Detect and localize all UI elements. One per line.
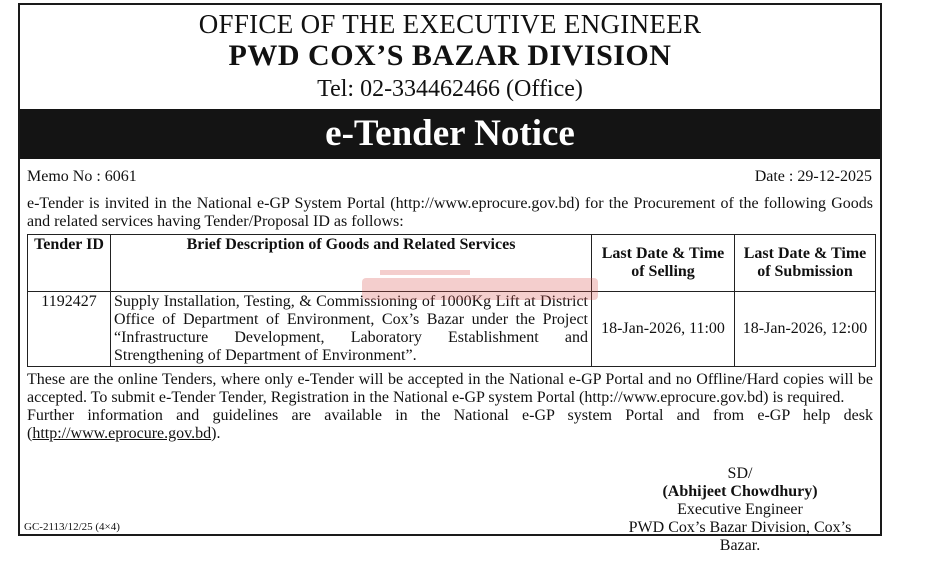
online-tender-text: These are the online Tenders, where only e-Tender will be accepted in the National e-GP Portal and no Offline/Hard copies will be accepted. To submit e-Tender Tender, Registration in the National e-GP system Portal (http://www.eprocure.gov.bd) is required. [27, 371, 873, 406]
telephone-line: Tel: 02-334462466 (Office) [317, 76, 583, 102]
header-selling-date: Last Date & Time of Selling [592, 235, 735, 292]
notice-code: GC-2113/12/25 (4×4) [24, 521, 120, 533]
signatory-name: (Abhijeet Chowdhury) [662, 483, 818, 500]
egp-portal-link[interactable]: http://www.eprocure.gov.bd [32, 425, 212, 442]
table-header-row [28, 235, 876, 292]
intro-paragraph: e-Tender is invited in the National e-GP System Portal (http://www.eprocure.gov.bd) for the Procurement of the following Goods and related services having Tender/Proposal ID as follows: [27, 195, 873, 230]
header-tender-id: Tender ID [28, 235, 111, 292]
signatory-title: Executive Engineer [677, 501, 803, 518]
office-heading: OFFICE OF THE EXECUTIVE ENGINEER [198, 9, 702, 39]
cell-submission-date: 18-Jan-2026, 12:00 [735, 292, 876, 367]
memo-number: Memo No : 6061 [27, 168, 137, 185]
cell-selling-date: 18-Jan-2026, 11:00 [592, 292, 735, 367]
signature-block [610, 465, 870, 555]
header-description: Brief Description of Goods and Related Services [111, 235, 592, 292]
notice-title: e-Tender Notice [325, 113, 575, 154]
cell-tender-id: 1192427 [28, 292, 111, 367]
table-row [28, 292, 876, 367]
further-info-text: Further information and guidelines are available in the National e-GP system Portal and from e-GP help desk ( [27, 407, 873, 442]
memo-date: Date : 29-12-2025 [754, 168, 872, 185]
signatory-office: PWD Cox’s Bazar Division, Cox’s Bazar. [628, 519, 852, 554]
notice-banner [20, 109, 880, 159]
online-tender-paragraph [27, 371, 873, 443]
tender-notice [18, 3, 882, 554]
cell-description: Supply Installation, Testing, & Commissioning of 1000Kg Lift at District Office of Department of Environment, Cox’s Bazar under the Project “Infrastructure Development, Laboratory Establishment and Strengthening of Department of Environment”. [111, 292, 592, 367]
tender-table [27, 234, 876, 367]
division-heading: PWD COX’S BAZAR DIVISION [228, 39, 672, 72]
signature-sd: SD/ [727, 465, 753, 482]
further-info-end: ). [211, 425, 221, 442]
header-submission-date: Last Date & Time of Submission [735, 235, 876, 292]
